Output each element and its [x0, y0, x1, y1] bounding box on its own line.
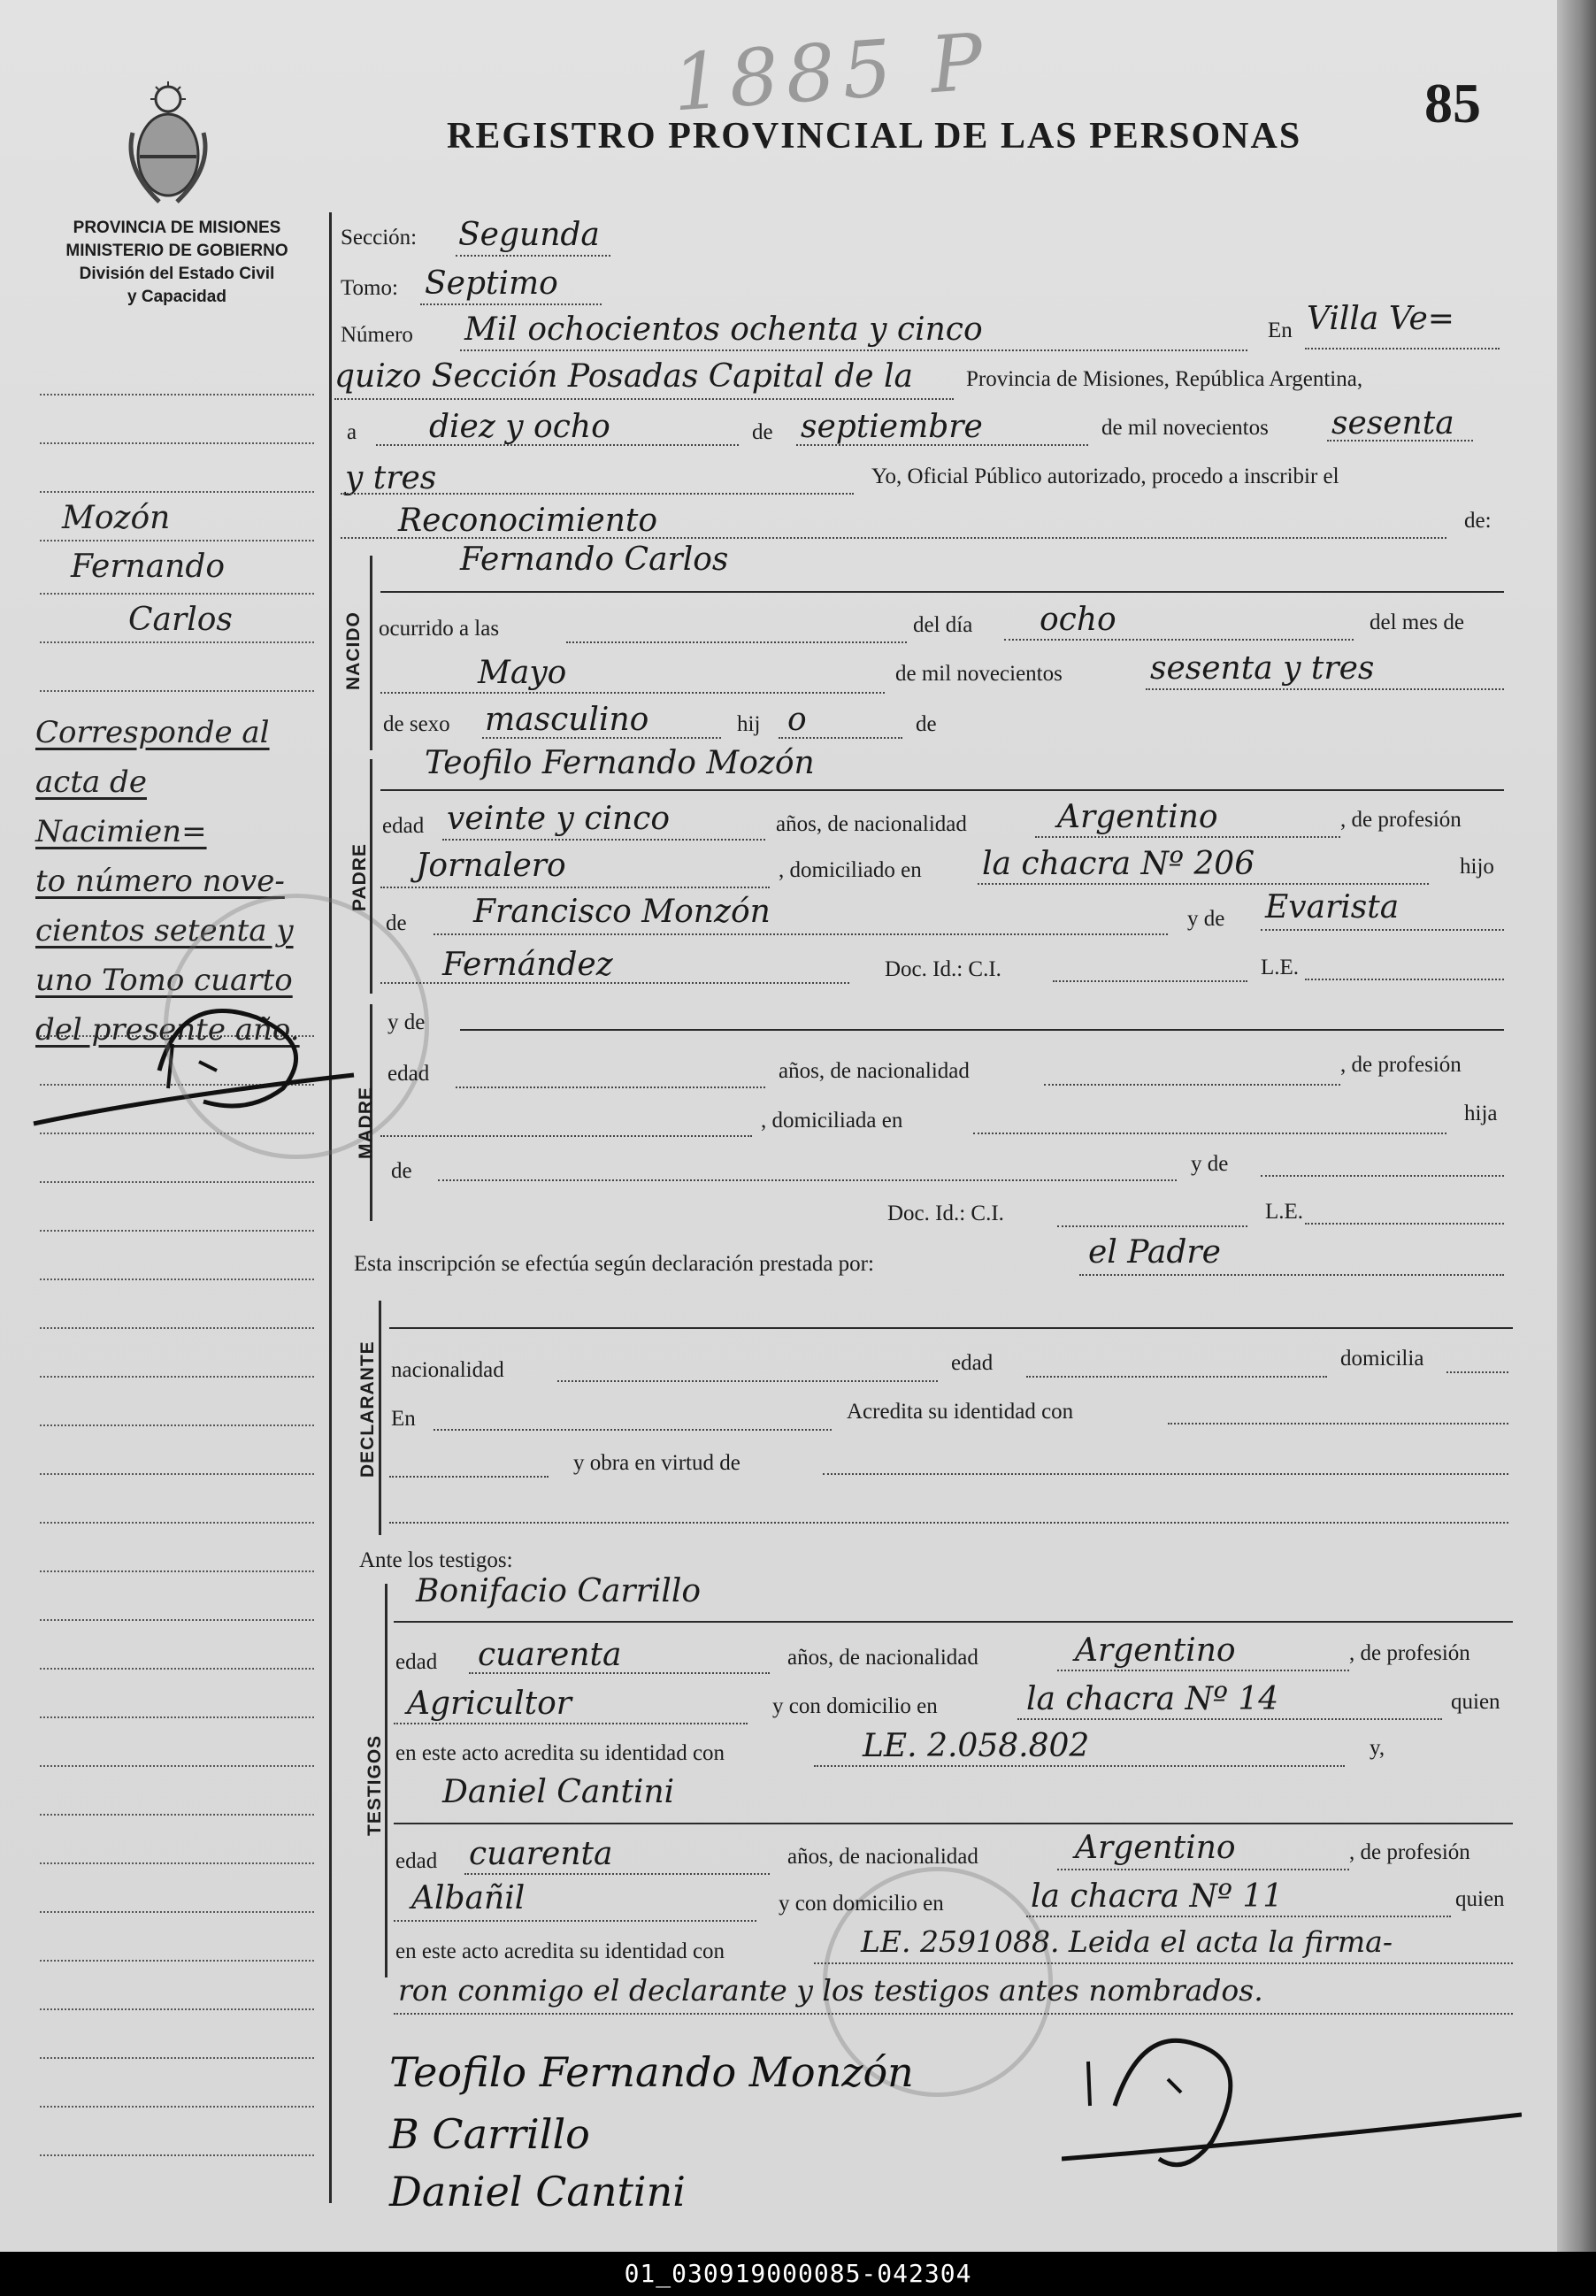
- madre-y-de2-label: y de: [1191, 1152, 1229, 1176]
- padre-le-label: L.E.: [1261, 956, 1300, 979]
- seccion-value: Segunda: [458, 217, 600, 253]
- section-padre-label: PADRE: [349, 843, 370, 911]
- de-colon-label: de:: [1464, 509, 1492, 533]
- testigo2-domicilio-value: la chacra Nº 11: [1031, 1878, 1284, 1915]
- testigo1-domicilio-label: y con domicilio en: [772, 1694, 938, 1718]
- madre-le-label: L.E.: [1265, 1200, 1304, 1224]
- declarante-en-label: En: [391, 1407, 416, 1431]
- margin-first-name: Fernando: [71, 549, 226, 585]
- anio-nac-value: sesenta y tres: [1150, 650, 1375, 687]
- a-label: a: [347, 420, 357, 444]
- padre-nac-value: Argentino: [1057, 799, 1218, 835]
- margin-annotation-line: to número nove-: [35, 864, 285, 899]
- margin-annotation-line: del presente año.: [35, 1012, 300, 1048]
- provincia-label: Provincia de Misiones, República Argentina,: [966, 367, 1363, 391]
- madre-doc-label: Doc. Id.: C.I.: [887, 1202, 1004, 1225]
- padre-profesion-value: Jornalero: [416, 848, 566, 884]
- page-edge: [1557, 0, 1596, 2252]
- ocurrido-label: ocurrido a las: [379, 617, 500, 641]
- declarante-edad-label: edad: [951, 1351, 994, 1375]
- signature-testigo-2: Daniel Cantini: [389, 2168, 686, 2215]
- section-divider: [370, 556, 372, 750]
- testigo2-nombre-value: Daniel Cantini: [442, 1774, 675, 1810]
- lugar-value-1: Villa Ve=: [1307, 301, 1454, 337]
- official-signature: [1062, 2008, 1522, 2203]
- section-divider: [379, 1301, 381, 1535]
- abuelo-value: Francisco Monzón: [473, 894, 771, 930]
- margin-second-name: Carlos: [128, 602, 233, 638]
- padre-y-de-label: y de: [1187, 907, 1225, 931]
- margin-annotation-line: acta de Nacimien=: [35, 764, 207, 849]
- declarante-nacionalidad-label: nacionalidad: [391, 1358, 504, 1382]
- margin-annotation-line: uno Tomo cuarto: [35, 963, 293, 998]
- madre-de-label: de: [391, 1159, 412, 1183]
- testigo1-profesion-value: Agricultor: [407, 1686, 572, 1722]
- seccion-label: Sección:: [341, 226, 418, 250]
- en-label: En: [1268, 319, 1293, 342]
- de-mil-nac-label: de mil novecientos: [895, 662, 1063, 686]
- testigo1-edad-label: edad: [395, 1650, 438, 1674]
- issuing-office: [35, 217, 318, 309]
- hij-suffix-value: o: [787, 702, 807, 738]
- testigo2-edad-label: edad: [395, 1849, 438, 1873]
- org-division-sub: y Capacidad: [127, 288, 226, 306]
- nombre-value: Fernando Carlos: [460, 541, 729, 578]
- hija-label: hija: [1464, 1102, 1498, 1125]
- madre-y-de-label: y de: [387, 1010, 426, 1034]
- padre-domicilio-label: , domiciliado en: [779, 858, 922, 882]
- section-nacido-label: NACIDO: [343, 611, 364, 690]
- numero-label: Número: [341, 323, 413, 347]
- del-dia-label: del día: [913, 613, 973, 637]
- testigo1-edad-value: cuarenta: [478, 1637, 622, 1673]
- tomo-value: Septimo: [425, 265, 558, 302]
- declarante-domicilia-label: domicilia: [1340, 1347, 1424, 1371]
- dia-value: diez y ocho: [429, 409, 610, 445]
- hijo-label: hijo: [1460, 855, 1494, 879]
- testigo1-profesion-label: , de profesión: [1349, 1641, 1470, 1665]
- padre-profesion-label: , de profesión: [1340, 808, 1462, 832]
- sexo-label: de sexo: [383, 712, 450, 736]
- ante-testigos-label: Ante los testigos:: [359, 1548, 513, 1572]
- y-obra-label: y obra en virtud de: [573, 1451, 740, 1475]
- lugar-value-2: quizo Sección Posadas Capital de la: [334, 358, 913, 395]
- hij-label: hij: [737, 712, 761, 736]
- margin-annotation-line: Corresponde al: [35, 715, 270, 750]
- org-province: PROVINCIA DE MISIONES: [73, 219, 281, 237]
- page-title: REGISTRO PROVINCIAL DE LAS PERSONAS: [447, 116, 1302, 157]
- tipo-value: Reconocimiento: [398, 503, 658, 539]
- testigo2-acredita-label: en este acto acredita su identidad con: [395, 1939, 725, 1963]
- padre-edad-value: veinte y cinco: [447, 801, 671, 837]
- testigo1-quien-label: quien: [1451, 1690, 1500, 1714]
- testigo2-edad-value: cuarenta: [469, 1836, 613, 1872]
- testigo1-acredita-label: en este acto acredita su identidad con: [395, 1741, 725, 1765]
- madre-nac-label: años, de nacionalidad: [779, 1059, 970, 1083]
- testigo1-nombre-value: Bonifacio Carrillo: [416, 1573, 702, 1609]
- abuela-value-1: Evarista: [1265, 889, 1400, 925]
- abuela-value-2: Fernández: [442, 947, 613, 983]
- mes-value: septiembre: [801, 409, 983, 445]
- anio-value-1: sesenta: [1331, 405, 1454, 442]
- madre-domicilio-label: , domiciliada en: [761, 1109, 903, 1133]
- padre-de-label: de: [386, 911, 407, 935]
- madre-edad-label: edad: [387, 1062, 430, 1086]
- margin-surname: Mozón: [62, 500, 171, 536]
- declarante-value: el Padre: [1088, 1234, 1221, 1271]
- signature-testigo-1: B Carrillo: [389, 2110, 590, 2158]
- madre-profesion-label: , de profesión: [1340, 1053, 1462, 1077]
- section-testigos-label: TESTIGOS: [364, 1734, 385, 1836]
- padre-doc-label: Doc. Id.: C.I.: [885, 957, 1001, 981]
- anio-value-2: y tres: [345, 460, 437, 496]
- testigo2-doc-value: LE. 2591088. Leida el acta la firma-: [861, 1924, 1393, 1959]
- sexo-value: masculino: [485, 702, 649, 738]
- page-number: 85: [1424, 72, 1481, 134]
- del-mes-label: del mes de: [1370, 610, 1464, 634]
- testigo1-doc-value: LE. 2.058.802: [863, 1728, 1090, 1764]
- padre-nac-label: años, de nacionalidad: [776, 812, 967, 836]
- testigo1-nac-value: Argentino: [1075, 1632, 1236, 1669]
- padre-edad-label: edad: [382, 814, 425, 838]
- scan-identifier: 01_030919000085-042304: [0, 2252, 1596, 2296]
- dia-nac-value: ocho: [1040, 602, 1116, 638]
- declaracion-label: Esta inscripción se efectúa según declaración prestada por:: [354, 1252, 874, 1276]
- numero-value: Mil ochocientos ochenta y cinco: [464, 311, 983, 348]
- mes-nac-value: Mayo: [478, 655, 567, 691]
- testigo1-nac-label: años, de nacionalidad: [787, 1646, 978, 1670]
- closing-statement: ron conmigo el declarante y los testigos antes nombrados.: [398, 1973, 1263, 2008]
- section-declarante-label: DECLARANTE: [357, 1340, 378, 1478]
- testigo2-domicilio-label: y con domicilio en: [779, 1892, 944, 1916]
- de-padre-label: de: [916, 712, 937, 736]
- testigo1-domicilio-value: la chacra Nº 14: [1026, 1681, 1279, 1717]
- testigo2-quien-label: quien: [1455, 1887, 1505, 1911]
- pencil-annotation: 1885 P: [669, 15, 994, 129]
- padre-nombre-value: Teofilo Fernando Mozón: [425, 745, 815, 781]
- testigo2-nac-value: Argentino: [1075, 1830, 1236, 1866]
- tomo-label: Tomo:: [341, 276, 398, 300]
- testigo2-profesion-label: , de profesión: [1349, 1840, 1470, 1864]
- margin-divider: [329, 212, 332, 2203]
- coat-of-arms-icon: [124, 80, 212, 208]
- testigo1-y-label: y,: [1370, 1736, 1385, 1760]
- section-madre-label: MADRE: [356, 1087, 376, 1159]
- de-label: de: [752, 420, 773, 444]
- de-mil-label: de mil novecientos: [1101, 416, 1269, 440]
- margin-annotation-line: cientos setenta y: [35, 913, 294, 948]
- org-division: División del Estado Civil: [79, 265, 275, 283]
- testigo2-nac-label: años, de nacionalidad: [787, 1845, 978, 1869]
- org-ministry: MINISTERIO DE GOBIERNO: [65, 242, 288, 260]
- yo-label: Yo, Oficial Público autorizado, procedo a inscribir el: [871, 465, 1339, 488]
- signature-declarante: Teofilo Fernando Monzón: [389, 2048, 914, 2096]
- padre-domicilio-value: la chacra Nº 206: [982, 846, 1255, 882]
- testigo2-profesion-value: Albañil: [411, 1880, 526, 1916]
- acredita-label: Acredita su identidad con: [847, 1400, 1074, 1424]
